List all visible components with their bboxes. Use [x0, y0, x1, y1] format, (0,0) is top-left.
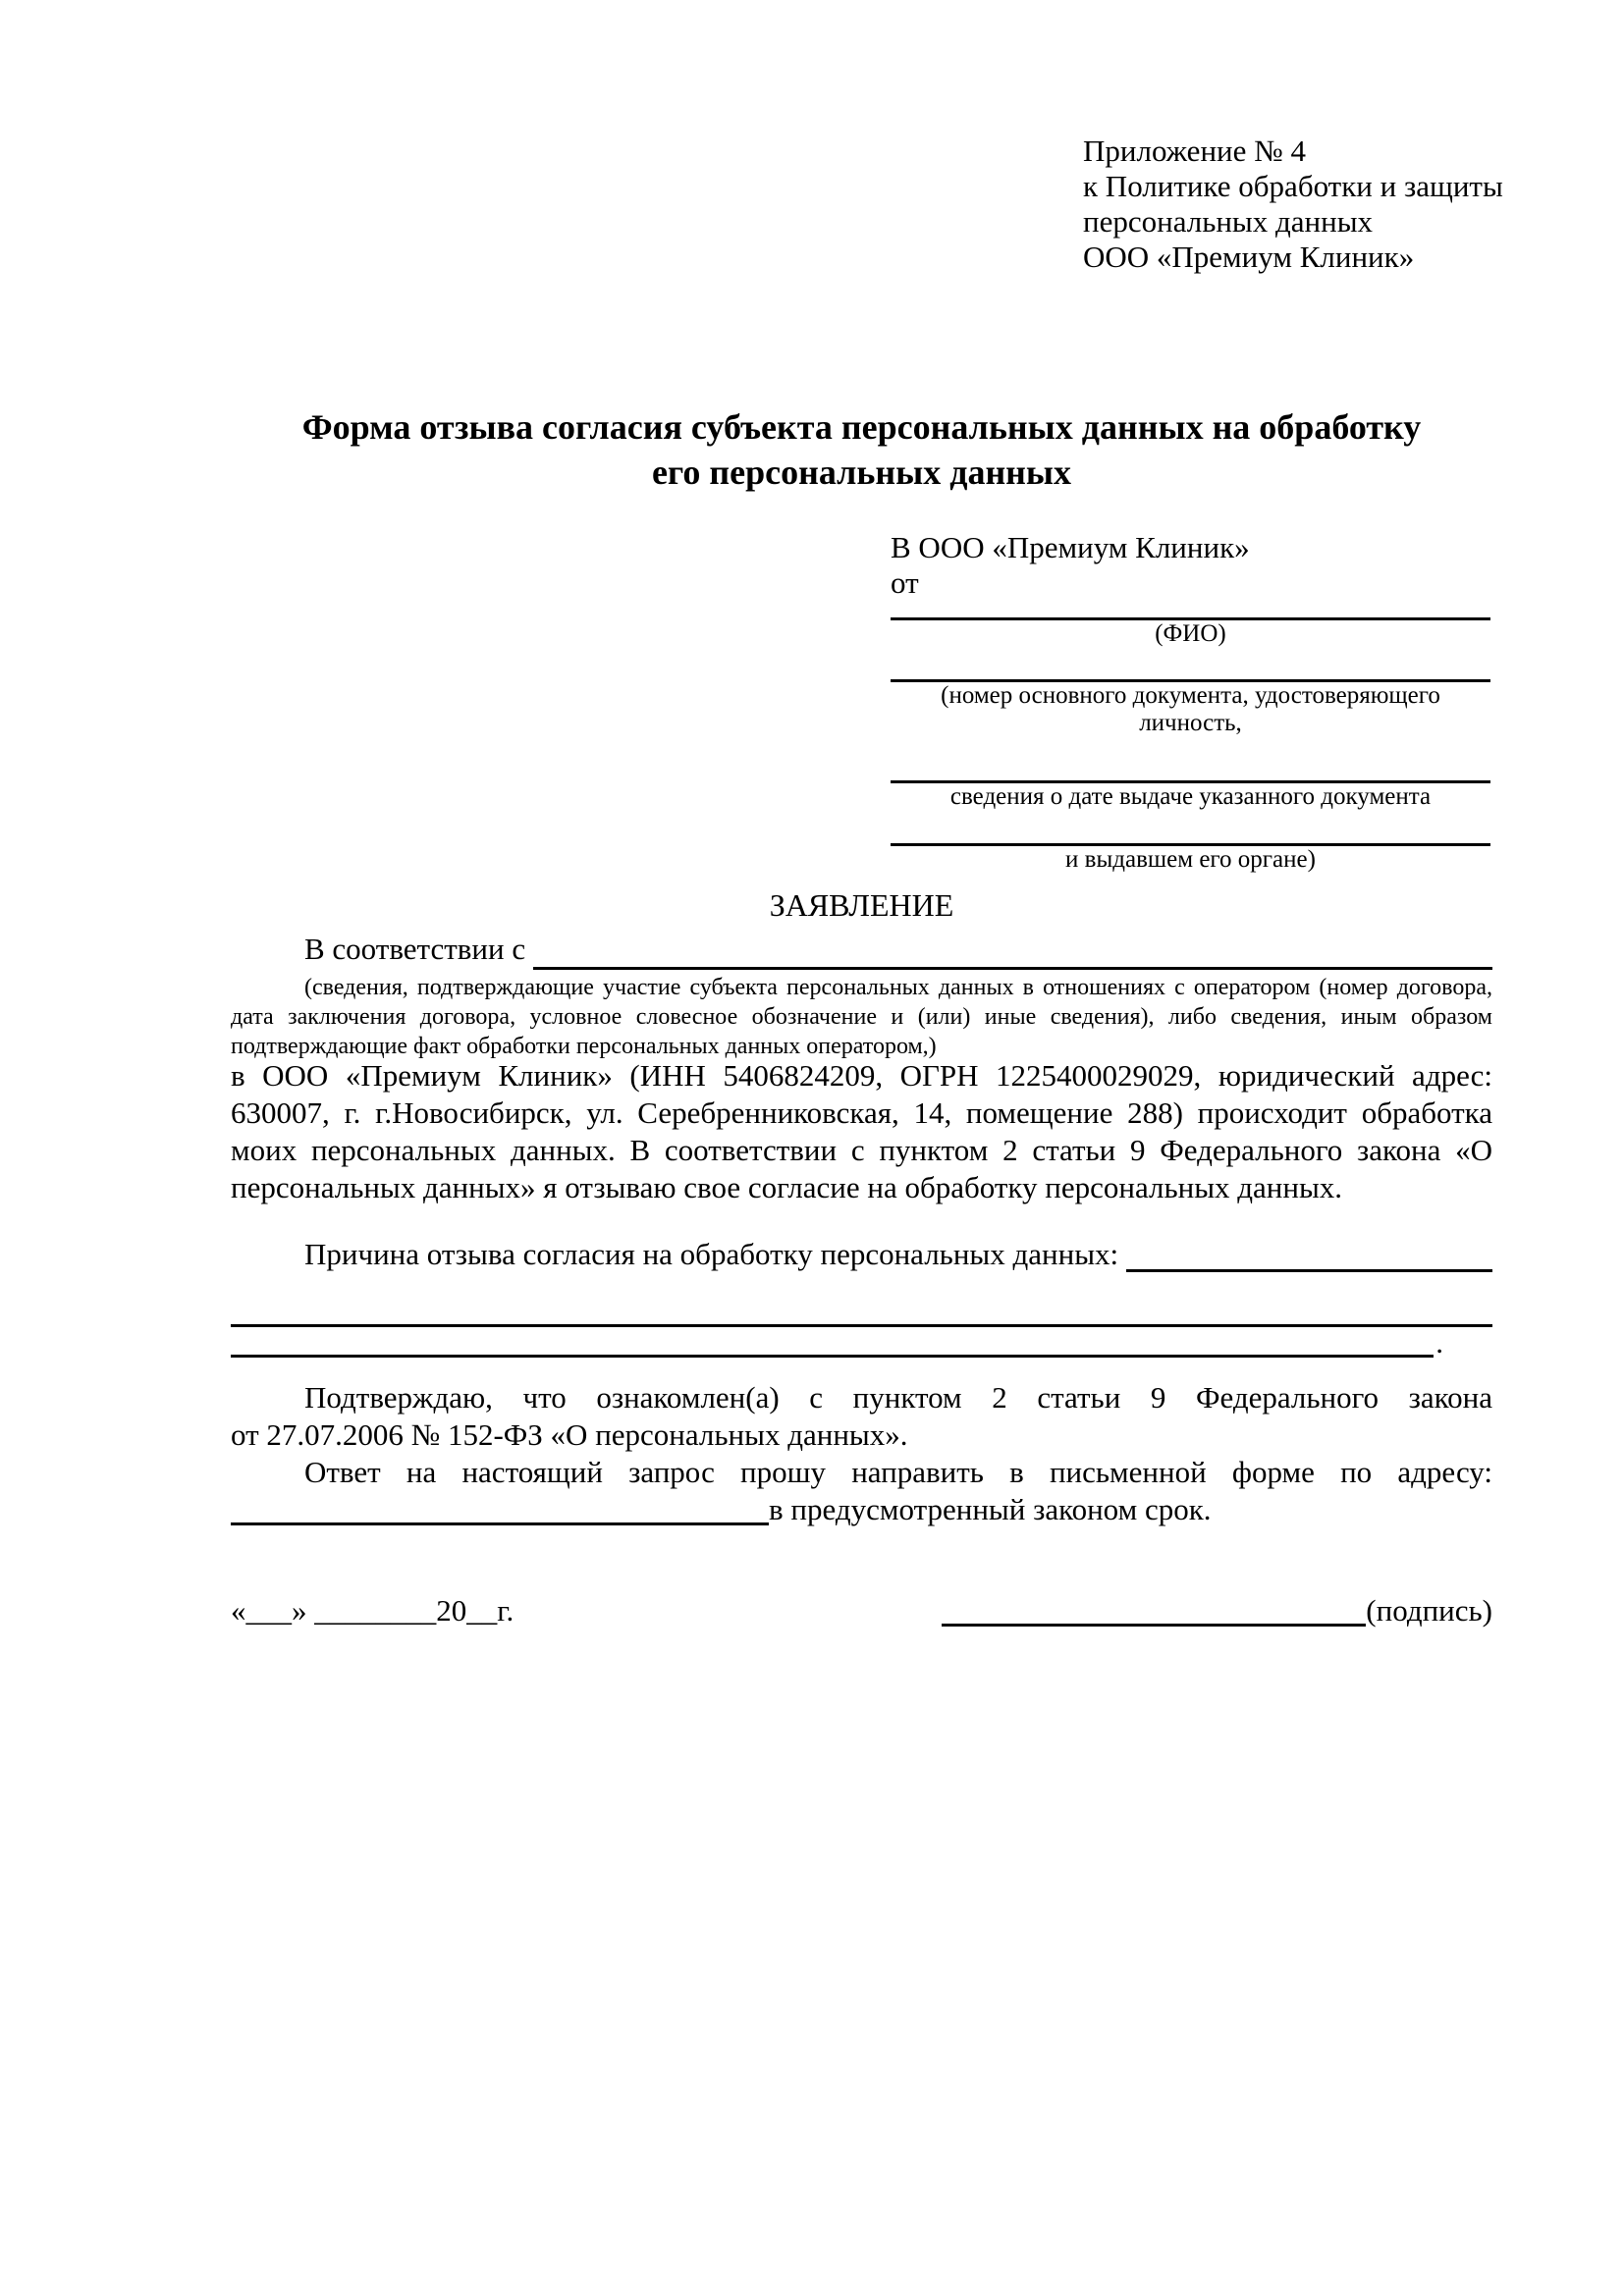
confirm-line: Подтверждаю, что ознакомлен(а) с пунктом 2 статьи 9 Федерального закона	[304, 1380, 1492, 1415]
reason-input-line[interactable]	[1126, 1237, 1492, 1272]
statement-heading: ЗАЯВЛЕНИЕ	[769, 887, 954, 923]
id-document-issuer-line[interactable]	[891, 811, 1490, 846]
reason-extra-line-2-row	[231, 1327, 1492, 1358]
reason-extra-line-1[interactable]	[231, 1272, 1492, 1327]
statement-body: в ООО «Премиум Клиник» (ИНН 5406824209, ОГРН 1225400029029, юридический адрес: 630007, г. г.Новосибирск, ул. Серебренниковская, 14, помещение 288) происходит обработка моих персональных данных. В соответствии с пунктом 2 статьи 9 Федерального закона «О персональных данных» я отзываю свое согласие на обработку персональных данных.	[231, 1058, 1492, 1204]
confirm-paragraph	[231, 1379, 1492, 1454]
appendix-line: персональных данных	[1083, 204, 1374, 239]
appendix-line: ООО «Премиум Клиник»	[1083, 240, 1415, 274]
reply-suffix: в предусмотренный законом срок.	[769, 1492, 1212, 1526]
page-title	[231, 404, 1492, 495]
fio-caption: (ФИО)	[1155, 620, 1226, 647]
signature-caption: (подпись)	[1366, 1593, 1492, 1628]
appendix-line: к Политике обработки и защиты	[1083, 169, 1503, 203]
date-field[interactable]: «___» ________20__г.	[231, 1593, 514, 1628]
id-document-date-line[interactable]	[891, 737, 1490, 783]
appendix-header	[1083, 133, 1503, 275]
intro-prefix: В соответствии с	[304, 932, 526, 966]
reason-period: .	[1435, 1325, 1443, 1360]
confirm-line: от 27.07.2006 № 152-ФЗ «О персональных данных».	[231, 1417, 908, 1452]
intro-row	[231, 931, 1492, 970]
reason-row	[231, 1237, 1492, 1272]
signature-row	[231, 1592, 1492, 1629]
addressee-block	[891, 530, 1490, 874]
reply-prefix: Ответ на настоящий запрос прошу направить в письменной форме по адресу:	[304, 1455, 1492, 1489]
basis-input-line[interactable]	[533, 931, 1492, 970]
reason-extra-line-2[interactable]	[231, 1327, 1434, 1358]
id-document-date-caption: сведения о дате выдаче указанного документа	[949, 783, 1432, 810]
page-title-line: Форма отзыва согласия субъекта персональных данных на обработку	[301, 407, 1422, 447]
page-title-line: его персональных данных	[651, 453, 1072, 492]
addressee-to: В ООО «Премиум Клиник»	[891, 530, 1250, 564]
id-document-issuer-caption: и выдавшем его органе)	[1065, 846, 1316, 873]
reply-paragraph	[231, 1454, 1492, 1528]
appendix-line: Приложение № 4	[1083, 133, 1306, 168]
fio-input-line[interactable]	[891, 601, 1490, 620]
signature-area	[942, 1592, 1492, 1629]
id-document-number-caption: (номер основного документа, удостоверяющего личность,	[941, 682, 1440, 736]
reason-label: Причина отзыва согласия на обработку персональных данных:	[304, 1237, 1119, 1271]
id-document-number-line[interactable]	[891, 648, 1490, 682]
reply-address-line[interactable]	[231, 1493, 769, 1525]
addressee-from-label: от	[891, 565, 919, 600]
intro-note: (сведения, подтверждающие участие субъекта персональных данных в отношениях с оператором (номер договора, дата заключения договора, условное словесное обозначение и (или) иные сведения), либо сведения, иным образом подтверждающие факт обработки персональных данных оператором,)	[231, 975, 1492, 1059]
signature-line[interactable]	[942, 1594, 1366, 1627]
